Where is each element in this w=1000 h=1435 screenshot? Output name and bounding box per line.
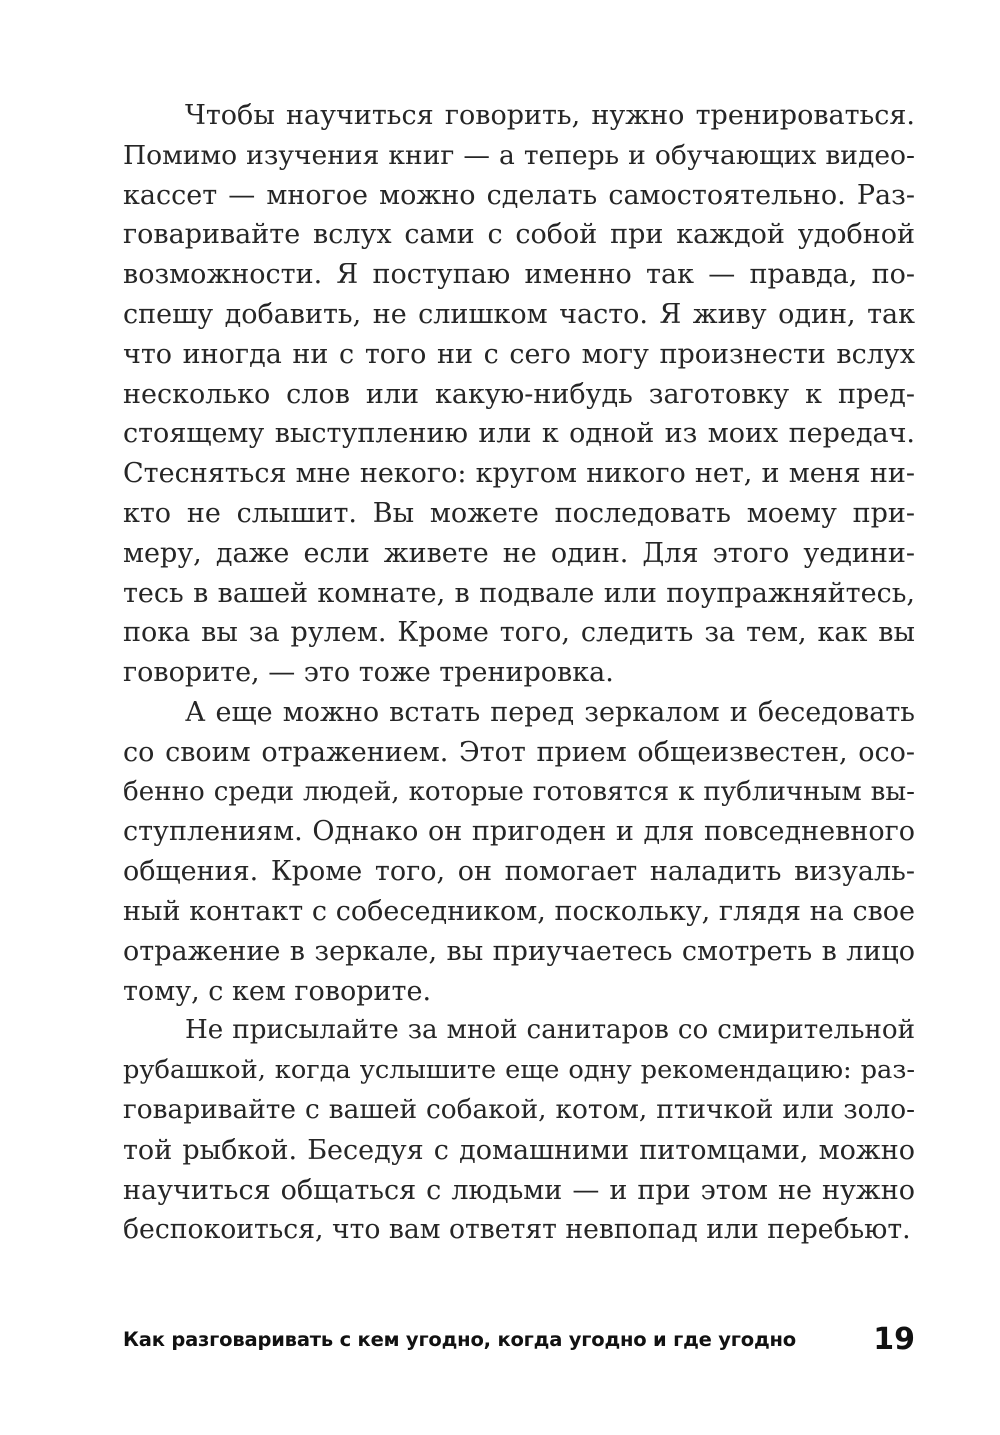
text-line: несколько слов или какую-нибудь заготовку к пред- [123,378,915,410]
paragraph-1 [123,96,915,693]
text-line: беспокоиться, что вам ответят невпопад или перебьют. [123,1214,911,1246]
paragraph-3 [123,1011,915,1250]
paragraph-2 [123,693,915,1011]
page-number: 19 [873,1322,915,1357]
text-line: Чтобы научиться говорить, нужно тренироваться. [185,100,915,131]
body-text [123,96,915,1250]
running-footer [123,1322,915,1362]
text-line: пока вы за рулем. Кроме того, следить за тем, как вы [123,617,915,649]
text-line: ступлениям. Однако он пригоден и для повседневного [123,816,915,848]
text-line: Помимо изучения книг — а теперь и обучающих видео- [123,139,915,171]
text-line: научиться общаться с людьми — и при этом не нужно [123,1174,915,1206]
text-line: ный контакт с собеседником, поскольку, глядя на свое [123,895,915,927]
text-line: говаривайте вслух сами с собой при каждой удобной [123,219,915,251]
text-line: говаривайте с вашей собакой, котом, птичкой или золо- [123,1094,915,1125]
text-line: той рыбкой. Беседуя с домашними питомцами, можно [123,1134,915,1166]
book-title: Как разговаривать с кем угодно, когда угодно и где угодно [123,1328,796,1351]
text-line: спешу добавить, не слишком часто. Я живу один, так [123,298,915,330]
text-line: стоящему выступлению или к одной из моих передач. [123,418,915,450]
text-line: Стесняться мне некого: кругом никого нет, и меня ни- [123,458,915,490]
text-line: бенно среди людей, которые готовятся к публичным вы- [123,776,915,807]
text-line: тесь в вашей комнате, в подвале или поупражняйтесь, [123,577,915,609]
text-line: А еще можно встать перед зеркалом и беседовать [185,696,915,728]
text-line: рубашкой, когда услышите еще одну рекомендацию: раз- [123,1055,915,1086]
text-line: возможности. Я поступаю именно так — правда, по- [123,259,915,291]
text-line: говорите, — это тоже тренировка. [123,657,614,689]
text-line: кассет — многое можно сделать самостоятельно. Раз- [123,179,915,211]
text-line: меру, даже если живете не один. Для этого уедини- [123,537,915,569]
text-line: общения. Кроме того, он помогает наладить визуаль- [123,856,915,888]
text-line: тому, с кем говорите. [123,975,432,1007]
text-line: что иногда ни с того ни с сего могу произнести вслух [123,338,915,370]
text-line: Не присылайте за мной санитаров со смирительной [185,1015,915,1046]
text-line: отражение в зеркале, вы приучаетесь смотреть в лицо [123,935,915,967]
text-line: со своим отражением. Этот прием общеизвестен, осо- [123,736,915,768]
text-line: кто не слышит. Вы можете последовать моему при- [123,497,915,529]
